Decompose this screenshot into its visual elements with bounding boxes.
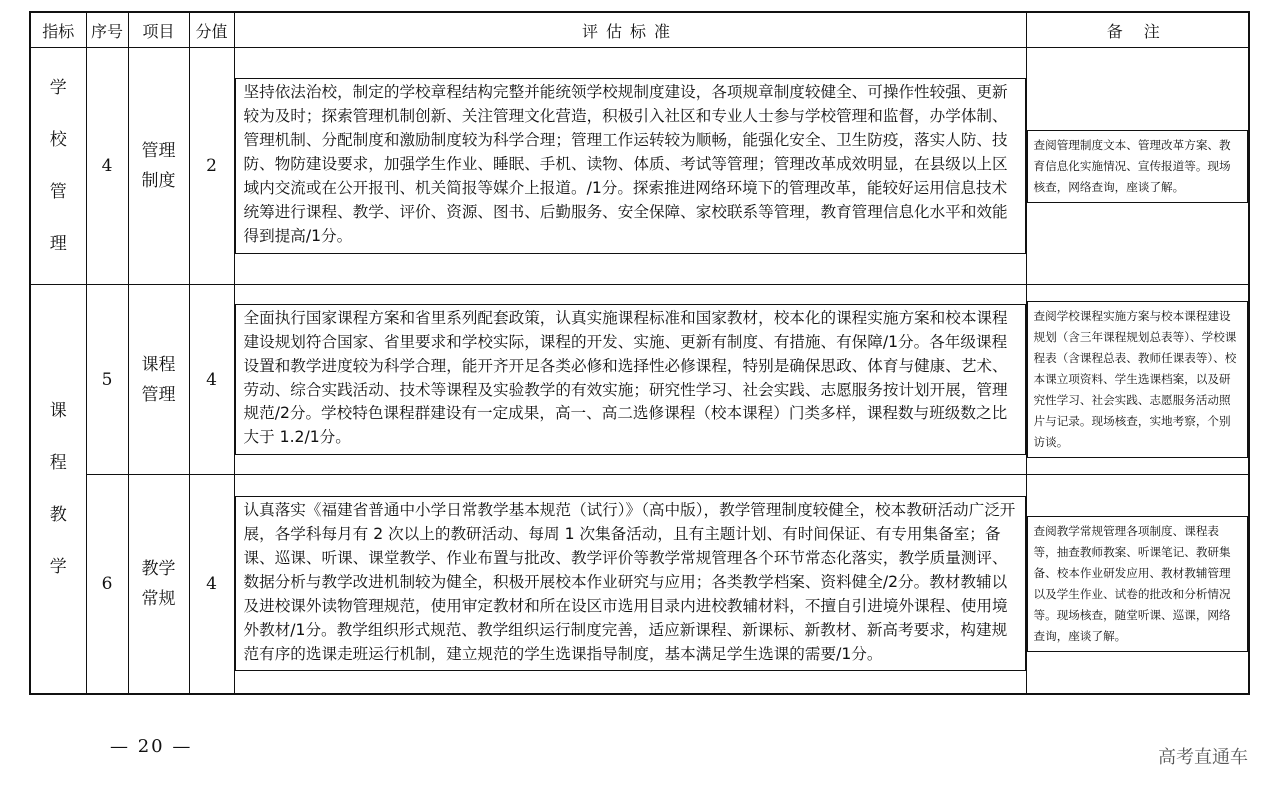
header-criteria: 评估标准: [234, 12, 1026, 48]
indicator-char: 学: [49, 556, 67, 577]
header-notes: 备 注: [1026, 12, 1249, 48]
notes-cell: [1026, 475, 1249, 694]
project-line: 制度: [141, 171, 176, 191]
project-line: 课程: [141, 354, 176, 375]
indicator-char: 校: [49, 130, 67, 150]
project-cell: [128, 285, 189, 475]
header-score: 分值: [189, 12, 234, 48]
notes-text: 查阅教学常规管理各项制度、课程表等，抽查教师教案、听课笔记、教研集备、校本作业研发应用、教材教辅管理以及学生作业、试卷的批改和分析情况等。现场核查，随堂听课、巡课，网络查询，座谈了解。: [1027, 516, 1249, 652]
notes-cell: [1026, 285, 1249, 475]
header-seq: 序号: [86, 12, 128, 48]
header-indicator: 指标: [30, 12, 86, 48]
criteria-cell: [234, 285, 1026, 475]
indicator-char: 学: [49, 78, 67, 98]
indicator-char: 教: [49, 504, 67, 525]
indicator-char: 管: [49, 182, 67, 202]
criteria-cell: [234, 475, 1026, 694]
watermark-text: 高考直通车: [1158, 747, 1248, 768]
criteria-text: 坚持依法治校，制定的学校章程结构完整并能统领学校规制度建设，各项规章制度较健全、可操作性较强、更新较为及时；探索管理机制创新、关注管理文化营造，积极引入社区和专业人士参与学校管理和监督，办学体制、管理机制、分配制度和激励制度较为科学合理；管理工作运转较为顺畅，能强化安全、卫生防疫，落实人防、技防、物防建设要求，加强学生作业、睡眠、手机、读物、体质、考试等管理；管理改革成效明显，在县级以上区域内交流或在公开报刊、机关简报等媒介上报道。/1分。探索推进网络环境下的管理改革，能较好运用信息技术统筹进行课程、教学、评价、资源、图书、后勤服务、安全保障、家校联系等管理，教育管理信息化水平和效能得到提高/1分。: [235, 78, 1026, 253]
indicator-char: 程: [49, 452, 67, 473]
score-cell: 4: [189, 475, 234, 694]
criteria-text: 全面执行国家课程方案和省里系列配套政策，认真实施课程标准和国家教材，校本化的课程实施方案和校本课程建设规划符合国家、省里要求和学校实际，课程的开发、实施、更新有制度、有措施、有保障/1分。各年级课程设置和教学进度较为科学合理，能开齐开足各类必修和选择性必修课程，特别是确保思政、体育与健康、艺术、劳动、综合实践活动、技术等课程及实验教学的有效实施；研究性学习、社会实践、志愿服务按计划开展，管理规范/2分。学校特色课程群建设有一定成果，高一、高二选修课程（校本课程）门类多样，课程数与班级数之比大于 1.2/1分。: [235, 304, 1026, 455]
notes-text: 查阅学校课程实施方案与校本课程建设规划（含三年课程规划总表等）、学校课程表（含课程总表、教师任课表等）、校本课立项资料、学生选课档案，以及研究性学习、社会实践、志愿服务活动照片与记录。现场核查，实地考察，个别访谈。: [1027, 301, 1249, 458]
criteria-text: 认真落实《福建省普通中小学日常教学基本规范（试行）》（高中版），教学管理制度较健全，校本教研活动广泛开展，各学科每月有 2 次以上的教研活动、每周 1 次集备活动，且有主题计划、有时间保证、有专用集备室；备课、巡课、听课、课堂教学、作业布置与批改、教学评价等教学常规管理各个环节常态化落实，教学质量测评、数据分析与教学改进机制较为健全，积极开展校本作业研究与应用；各类教学档案、资料健全/2分。教材教辅以及进校课外读物管理规范，使用审定教材和所在设区市选用目录内进校教辅材料，不擅自引进境外课程、使用境外教材/1分。教学组织形式规范、教学组织运行制度完善，适应新课程、新课标、新教材、新高考要求，构建规范有序的选课走班运行机制，建立规范的学生选课指导制度，基本满足学生选课的需要/1分。: [235, 496, 1026, 671]
score-cell: 4: [189, 285, 234, 475]
indicator-school-management: [30, 48, 86, 285]
notes-cell: [1026, 48, 1249, 285]
score-cell: 2: [189, 48, 234, 285]
table-row: [30, 285, 1249, 475]
seq-cell: 4: [86, 48, 128, 285]
header-row: [30, 12, 1249, 48]
indicator-char: 理: [49, 234, 67, 254]
project-line: 常规: [141, 588, 176, 609]
project-line: 教学: [141, 558, 176, 579]
project-line: 管理: [141, 141, 176, 161]
project-cell: [128, 48, 189, 285]
notes-text: 查阅管理制度文本、管理改革方案、教育信息化实施情况、宣传报道等。现场核查，网络查询，座谈了解。: [1027, 130, 1249, 203]
evaluation-table: [29, 11, 1250, 695]
indicator-char: 课: [49, 400, 67, 421]
page-number: — 20 —: [110, 736, 193, 757]
indicator-curriculum-teaching: [30, 285, 86, 694]
table-row: [30, 475, 1249, 694]
header-project: 项目: [128, 12, 189, 48]
table-row: [30, 48, 1249, 285]
criteria-cell: [234, 48, 1026, 285]
seq-cell: 6: [86, 475, 128, 694]
project-cell: [128, 475, 189, 694]
project-line: 管理: [141, 384, 176, 405]
seq-cell: 5: [86, 285, 128, 475]
